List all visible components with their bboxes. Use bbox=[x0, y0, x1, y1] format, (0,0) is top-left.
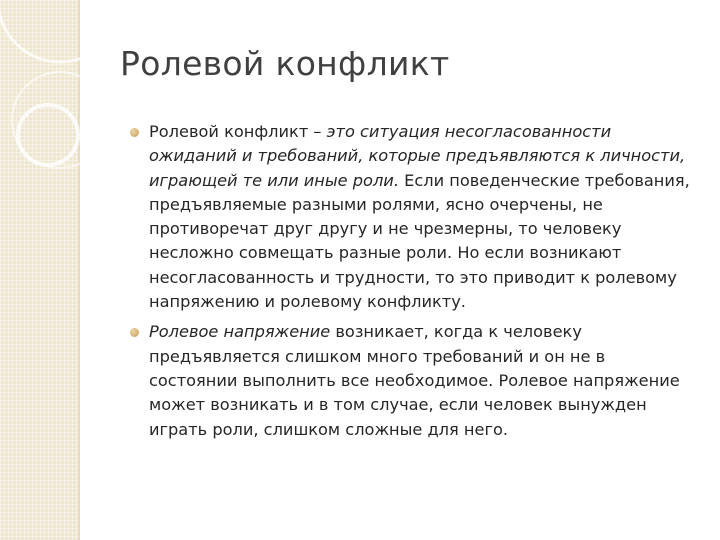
text-segment-italic: , которые предъявляются к личности, играющей те или иные роли. bbox=[149, 146, 686, 190]
term-definition: ситуация несогласованности ожиданий и требований bbox=[149, 122, 612, 166]
decorative-circles bbox=[0, 0, 130, 200]
text-segment: Если поведенческие требования, предъявляемые разными ролями, ясно очерчены, не противоречат друг другу и не чрезмерны, то человеку несложно совмещать разные роли. Но если возникают несогласованность и трудности, то это приводит к ролевому напряжению и ролевому конфликту. bbox=[149, 170, 690, 312]
term-role-strain: Ролевое напряжение bbox=[149, 322, 331, 342]
bullet-marker-icon bbox=[130, 328, 139, 337]
text-segment-italic: это bbox=[326, 122, 361, 141]
slide-title: Ролевой конфликт bbox=[120, 44, 450, 83]
text-segment: возникает, когда к человеку предъявляется слишком много требований и он не в состоянии выполнить все необходимое. Ролевое напряжение может возникать и в том случае, если человек вынужден играть роли, слишком сложные для него. bbox=[149, 322, 680, 439]
bullet-item-role-strain bbox=[130, 320, 690, 441]
bullet-item-role-conflict bbox=[130, 120, 690, 314]
bullet-marker-icon bbox=[130, 128, 139, 137]
bullet-list bbox=[130, 120, 690, 442]
text-segment: Ролевой конфликт – bbox=[149, 122, 327, 141]
